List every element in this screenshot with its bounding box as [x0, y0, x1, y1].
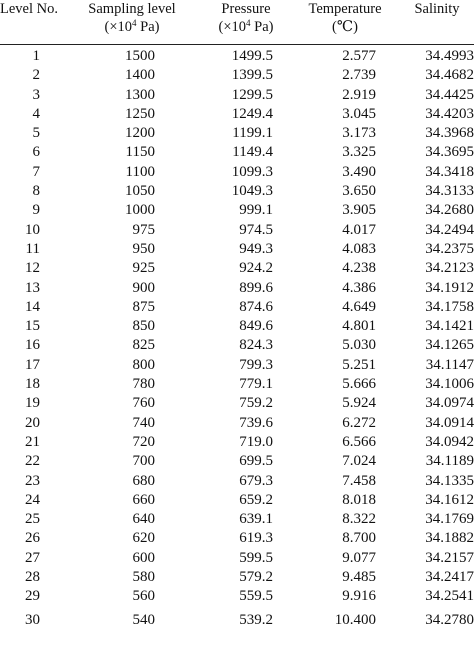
cell-sampling-level: 1050	[125, 183, 155, 200]
cell-temperature: 4.083	[342, 240, 376, 257]
cell-sampling-level: 800	[132, 356, 155, 373]
cell-temperature: 9.916	[342, 588, 376, 605]
cell-salinity: 34.1006	[425, 376, 474, 393]
cell-sampling-level: 825	[132, 337, 155, 354]
header-pressure-unit-post: Pa)	[250, 19, 274, 35]
header-temperature	[300, 0, 390, 36]
cell-salinity: 34.0942	[425, 433, 474, 450]
cell-salinity: 34.4425	[425, 86, 474, 103]
cell-level-no: 18	[25, 376, 40, 393]
cell-salinity: 34.1612	[425, 491, 474, 508]
cell-salinity: 34.4203	[425, 105, 474, 122]
table-row	[0, 356, 474, 375]
header-sampling-line1: Sampling level	[88, 1, 176, 17]
cell-pressure: 679.3	[239, 472, 273, 489]
cell-sampling-level: 875	[132, 298, 155, 315]
cell-pressure: 659.2	[239, 491, 273, 508]
cell-sampling-level: 760	[132, 395, 155, 412]
cell-level-no: 6	[32, 144, 40, 161]
cell-salinity: 34.0914	[425, 414, 474, 431]
cell-temperature: 2.919	[342, 86, 376, 103]
cell-pressure: 1299.5	[231, 86, 273, 103]
header-temperature-unit: (℃)	[332, 19, 358, 35]
table-row	[0, 472, 474, 491]
cell-level-no: 23	[25, 472, 40, 489]
cell-temperature: 3.045	[342, 105, 376, 122]
cell-pressure: 949.3	[239, 240, 273, 257]
cell-sampling-level: 660	[132, 491, 155, 508]
cell-sampling-level: 540	[132, 611, 155, 628]
header-level-no	[0, 0, 70, 18]
cell-temperature: 5.251	[342, 356, 376, 373]
table-row	[0, 240, 474, 259]
cell-salinity: 34.2494	[425, 221, 474, 238]
cell-level-no: 13	[25, 279, 40, 296]
cell-level-no: 24	[25, 491, 40, 508]
cell-salinity: 34.1882	[425, 530, 474, 547]
cell-level-no: 17	[25, 356, 40, 373]
cell-salinity: 34.3695	[425, 144, 474, 161]
cell-temperature: 7.024	[342, 453, 376, 470]
cell-sampling-level: 1500	[125, 48, 155, 64]
header-sampling-unit-pre: (×10	[104, 19, 133, 35]
table-body	[0, 47, 474, 630]
table-row	[0, 259, 474, 278]
cell-salinity: 34.2123	[425, 260, 474, 277]
cell-sampling-level: 580	[132, 569, 155, 586]
cell-pressure: 1249.4	[231, 105, 273, 122]
cell-pressure: 719.0	[239, 433, 273, 450]
cell-salinity: 34.1265	[425, 337, 474, 354]
cell-pressure: 639.1	[239, 511, 273, 528]
cell-level-no: 16	[25, 337, 40, 354]
cell-temperature: 5.924	[342, 395, 376, 412]
cell-temperature: 4.801	[342, 318, 376, 335]
table-row	[0, 491, 474, 510]
cell-level-no: 2	[32, 67, 40, 84]
cell-pressure: 924.2	[239, 260, 273, 277]
cell-temperature: 3.490	[342, 163, 376, 180]
cell-pressure: 539.2	[239, 611, 273, 628]
cell-salinity: 34.2541	[425, 588, 474, 605]
table-row	[0, 317, 474, 336]
cell-salinity: 34.3418	[425, 163, 474, 180]
table-row	[0, 336, 474, 355]
table-row	[0, 86, 474, 105]
cell-pressure: 899.6	[239, 279, 273, 296]
cell-pressure: 1499.5	[231, 48, 273, 64]
cell-temperature: 6.566	[342, 433, 376, 450]
table-row	[0, 182, 474, 201]
cell-pressure: 1399.5	[231, 67, 273, 84]
cell-temperature: 5.030	[342, 337, 376, 354]
cell-salinity: 34.3133	[425, 183, 474, 200]
cell-sampling-level: 900	[132, 279, 155, 296]
cell-level-no: 9	[32, 202, 40, 219]
table-header	[0, 0, 474, 40]
cell-sampling-level: 600	[132, 549, 155, 566]
cell-level-no: 12	[25, 260, 40, 277]
cell-salinity: 34.2375	[425, 240, 474, 257]
cell-temperature: 8.700	[342, 530, 376, 547]
cell-temperature: 7.458	[342, 472, 376, 489]
cell-sampling-level: 975	[132, 221, 155, 238]
cell-level-no: 28	[25, 569, 40, 586]
cell-pressure: 759.2	[239, 395, 273, 412]
cell-sampling-level: 620	[132, 530, 155, 547]
cell-salinity: 34.1189	[425, 453, 474, 470]
cell-temperature: 8.322	[342, 511, 376, 528]
cell-salinity: 34.0974	[425, 395, 474, 412]
cell-sampling-level: 950	[132, 240, 155, 257]
cell-sampling-level: 740	[132, 414, 155, 431]
header-level-line1: Level No.	[0, 1, 58, 17]
cell-pressure: 1049.3	[231, 183, 273, 200]
cell-sampling-level: 700	[132, 453, 155, 470]
cell-pressure: 999.1	[239, 202, 273, 219]
cell-sampling-level: 850	[132, 318, 155, 335]
cell-salinity: 34.2780	[425, 611, 474, 628]
cell-salinity: 34.2157	[425, 549, 474, 566]
cell-level-no: 8	[32, 183, 40, 200]
cell-salinity: 34.1769	[425, 511, 474, 528]
table-row	[0, 433, 474, 452]
cell-sampling-level: 640	[132, 511, 155, 528]
header-sampling-level	[82, 0, 182, 36]
table-row	[0, 221, 474, 240]
table-row	[0, 124, 474, 143]
cell-level-no: 10	[25, 221, 40, 238]
cell-sampling-level: 1200	[125, 125, 155, 142]
cell-salinity: 34.1758	[425, 298, 474, 315]
cell-pressure: 779.1	[239, 376, 273, 393]
cell-pressure: 974.5	[239, 221, 273, 238]
cell-temperature: 3.173	[342, 125, 376, 142]
cell-sampling-level: 1150	[125, 144, 155, 161]
cell-level-no: 21	[25, 433, 40, 450]
table-row	[0, 163, 474, 182]
cell-pressure: 799.3	[239, 356, 273, 373]
cell-pressure: 1099.3	[231, 163, 273, 180]
cell-level-no: 22	[25, 453, 40, 470]
cell-salinity: 34.3968	[425, 125, 474, 142]
cell-pressure: 559.5	[239, 588, 273, 605]
cell-level-no: 25	[25, 511, 40, 528]
cell-temperature: 6.272	[342, 414, 376, 431]
cell-temperature: 4.386	[342, 279, 376, 296]
cell-salinity: 34.4682	[425, 67, 474, 84]
cell-level-no: 4	[32, 105, 40, 122]
cell-pressure: 619.3	[239, 530, 273, 547]
table-row	[0, 143, 474, 162]
cell-temperature: 9.077	[342, 549, 376, 566]
cell-level-no: 1	[32, 48, 40, 64]
header-divider	[0, 44, 474, 45]
cell-pressure: 579.2	[239, 569, 273, 586]
cell-sampling-level: 560	[132, 588, 155, 605]
cell-level-no: 14	[25, 298, 40, 315]
cell-sampling-level: 1300	[125, 86, 155, 103]
cell-temperature: 10.400	[334, 611, 376, 628]
cell-sampling-level: 925	[132, 260, 155, 277]
header-temperature-line1: Temperature	[308, 1, 382, 17]
cell-temperature: 9.485	[342, 569, 376, 586]
cell-temperature: 5.666	[342, 376, 376, 393]
table-row	[0, 105, 474, 124]
cell-sampling-level: 720	[132, 433, 155, 450]
cell-pressure: 699.5	[239, 453, 273, 470]
cell-pressure: 599.5	[239, 549, 273, 566]
cell-salinity: 34.4993	[425, 48, 474, 64]
header-pressure-unit	[205, 18, 287, 36]
cell-temperature: 3.650	[342, 183, 376, 200]
table-row	[0, 587, 474, 606]
cell-salinity: 34.1335	[425, 472, 474, 489]
cell-salinity: 34.1147	[425, 356, 474, 373]
cell-level-no: 27	[25, 549, 40, 566]
cell-sampling-level: 780	[132, 376, 155, 393]
cell-sampling-level: 1250	[125, 105, 155, 122]
header-salinity	[400, 0, 474, 18]
cell-temperature: 2.739	[342, 67, 376, 84]
cell-level-no: 19	[25, 395, 40, 412]
table-row	[0, 66, 474, 85]
cell-temperature: 8.018	[342, 491, 376, 508]
cell-level-no: 3	[32, 86, 40, 103]
cell-level-no: 29	[25, 588, 40, 605]
cell-level-no: 20	[25, 414, 40, 431]
cell-temperature: 4.238	[342, 260, 376, 277]
cell-pressure: 849.6	[239, 318, 273, 335]
table-row	[0, 611, 474, 630]
cell-temperature: 4.017	[342, 221, 376, 238]
cell-level-no: 7	[32, 163, 40, 180]
header-pressure-unit-pre: (×10	[218, 19, 247, 35]
cell-level-no: 30	[25, 611, 40, 628]
table-row	[0, 568, 474, 587]
cell-sampling-level: 1400	[125, 67, 155, 84]
header-sampling-unit-post: Pa)	[136, 19, 160, 35]
cell-salinity: 34.2417	[425, 569, 474, 586]
header-sampling-unit-exp: 4	[132, 18, 137, 28]
cell-level-no: 15	[25, 318, 40, 335]
cell-temperature: 2.577	[342, 48, 376, 64]
cell-sampling-level: 680	[132, 472, 155, 489]
header-pressure	[205, 0, 287, 36]
cell-salinity: 34.2680	[425, 202, 474, 219]
cell-temperature: 3.905	[342, 202, 376, 219]
cell-pressure: 1199.1	[232, 125, 273, 142]
table-row	[0, 510, 474, 529]
table-row	[0, 47, 474, 66]
cell-temperature: 3.325	[342, 144, 376, 161]
header-pressure-line1: Pressure	[221, 1, 271, 17]
cell-pressure: 739.6	[239, 414, 273, 431]
table-row	[0, 414, 474, 433]
table-row	[0, 394, 474, 413]
cell-sampling-level: 1000	[125, 202, 155, 219]
table-row	[0, 279, 474, 298]
cell-salinity: 34.1912	[425, 279, 474, 296]
cell-temperature: 4.649	[342, 298, 376, 315]
table-row	[0, 549, 474, 568]
table-row	[0, 529, 474, 548]
cell-level-no: 26	[25, 530, 40, 547]
cell-level-no: 5	[32, 125, 40, 142]
cell-sampling-level: 1100	[125, 163, 155, 180]
table-row	[0, 201, 474, 220]
header-sampling-unit	[82, 18, 182, 36]
cell-pressure: 1149.4	[232, 144, 273, 161]
cell-level-no: 11	[25, 240, 40, 257]
table-row	[0, 298, 474, 317]
header-salinity-line1: Salinity	[414, 1, 460, 17]
table-row	[0, 452, 474, 471]
cell-pressure: 824.3	[239, 337, 273, 354]
header-pressure-unit-exp: 4	[246, 18, 251, 28]
cell-pressure: 874.6	[239, 298, 273, 315]
cell-salinity: 34.1421	[425, 318, 474, 335]
table-row	[0, 375, 474, 394]
